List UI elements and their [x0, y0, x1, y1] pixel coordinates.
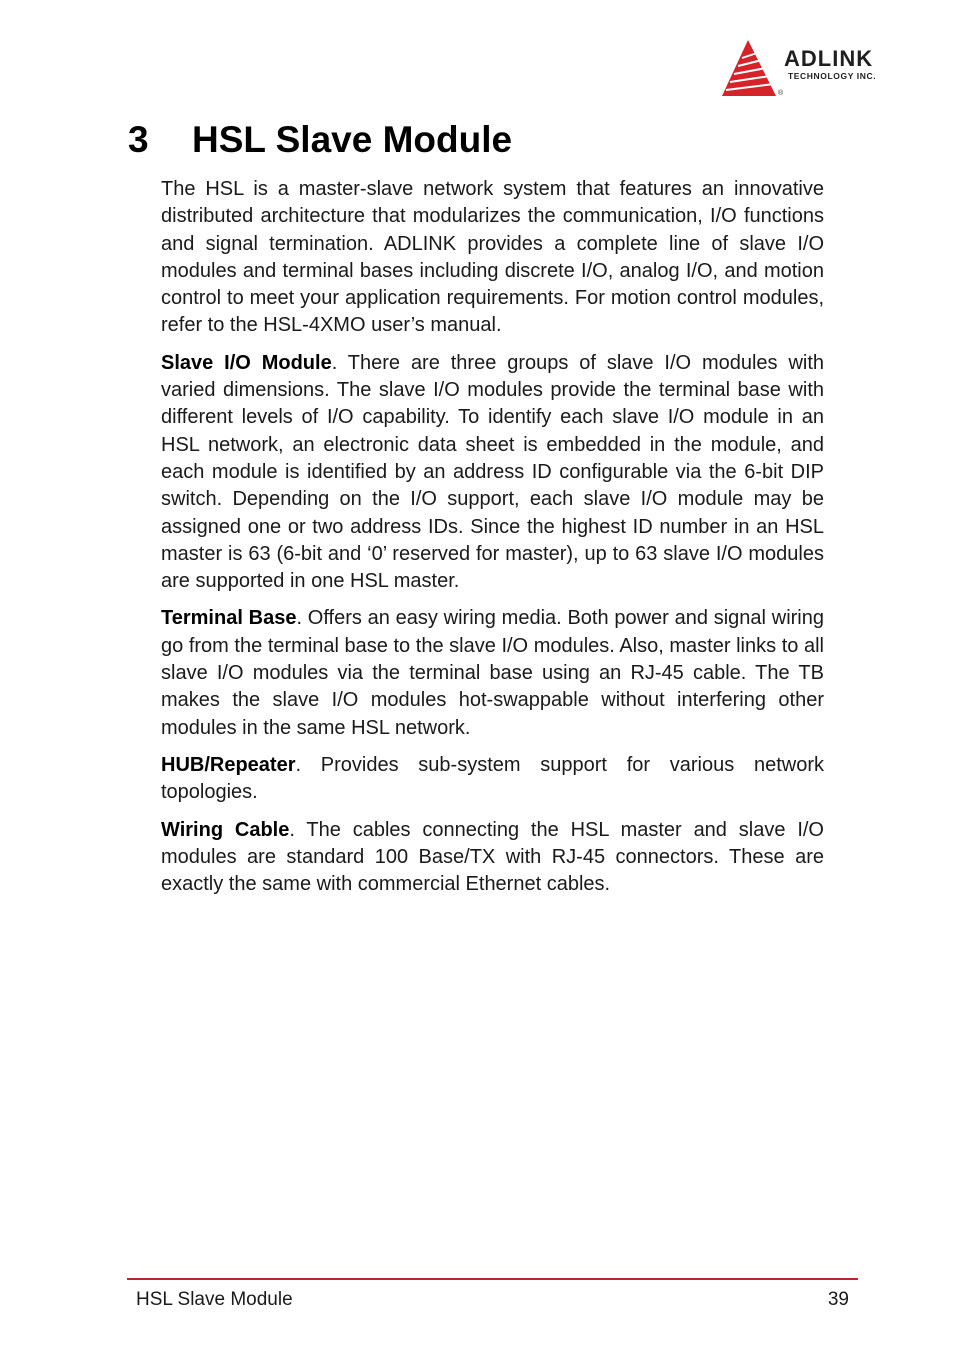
logo-wordmark: ADLINK: [784, 46, 874, 71]
page-number: 39: [827, 1289, 849, 1310]
paragraph-term: HUB/Repeater: [161, 753, 296, 776]
intro-paragraph: [161, 176, 824, 340]
footer-section-title: HSL Slave Module: [136, 1289, 293, 1310]
chapter-title: HSL Slave Module: [192, 119, 513, 160]
paragraph-text: . Provides sub-system support for various network topologies.: [161, 753, 824, 804]
paragraph-text: . The cables connecting the HSL master and slave I/O modules are standard 100 Base/TX with RJ-45 connectors. These are exactly the same with commercial Ethernet cables.: [161, 818, 824, 896]
paragraph-text: . There are three groups of slave I/O modules with varied dimensions. The slave I/O modules provide the terminal base with different levels of I/O capability. To identify each slave I/O module in an HSL network, an electronic data sheet is embedded in the module, and each module is identified by an address ID configurable via the 6-bit DIP switch. Depending on the I/O support, each slave I/O module may be assigned one or two address IDs. Since the highest ID number in an HSL master is 63 (6-bit and ‘0’ reserved for master), up to 63 slave I/O modules are supported in one HSL master.: [161, 351, 825, 593]
paragraph-term: Wiring Cable: [161, 818, 290, 841]
paragraph-text: . Offers an easy wiring media. Both power and signal wiring go from the terminal base to the slave I/O modules. Also, master links to all slave I/O modules via the terminal base using an RJ-45 cable. The TB makes the slave I/O modules hot-swappable without interfering other modules in the same HSL network.: [161, 607, 824, 739]
hub-repeater-paragraph: [161, 752, 824, 807]
chapter-heading: [128, 118, 512, 162]
paragraph-term: Terminal Base: [161, 607, 297, 630]
footer-rule: [127, 1278, 858, 1280]
chapter-number: 3: [128, 119, 149, 160]
body-text: [161, 176, 824, 908]
slave-io-module-paragraph: [161, 350, 824, 596]
paragraph-text: The HSL is a master-slave network system that features an innovative distributed architecture that modularizes the communication, I/O functions and signal termination. ADLINK provides a complete line of slave I/O modules and terminal bases including discrete I/O, analog I/O, and motion control to meet your application requirements. For motion control modules, refer to the HSL-4XMO user’s manual.: [161, 178, 824, 337]
logo-subtitle: TECHNOLOGY INC.: [788, 71, 877, 81]
adlink-pyramid-icon: [722, 38, 778, 98]
terminal-base-paragraph: [161, 605, 824, 741]
wiring-cable-paragraph: [161, 817, 824, 899]
paragraph-term: Slave I/O Module: [161, 351, 332, 374]
registered-mark: ®: [778, 90, 784, 97]
adlink-logo: [722, 38, 912, 100]
